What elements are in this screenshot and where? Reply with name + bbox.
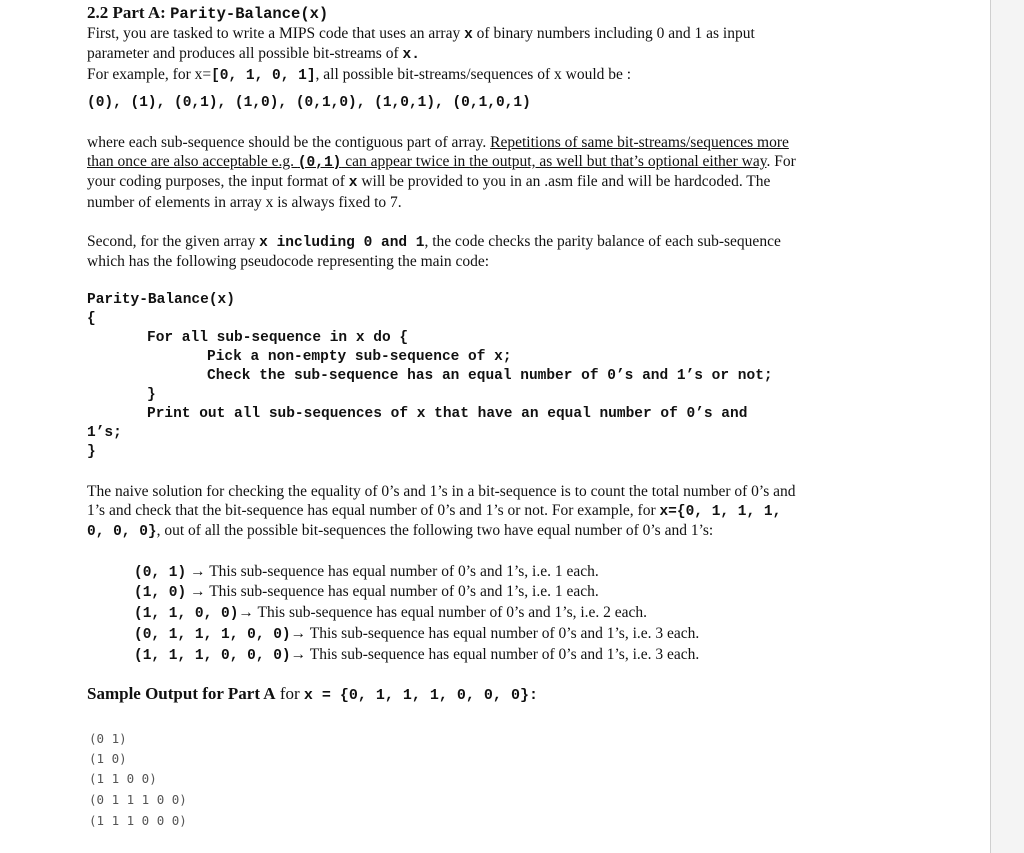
para2-line-4: number of elements in array x is always fixed to 7.: [87, 194, 402, 211]
para3-line-1: Second, for the given array x including 0 and 1, the code checks the parity balance of each sub-sequence: [87, 233, 781, 251]
sample-output-line: (0 1 1 1 0 0): [89, 792, 187, 807]
para2-line-2: than once are also acceptable e.g. (0,1) can appear twice in the output, as well but that’s optional either way. For: [87, 153, 796, 171]
intro-line-2: parameter and produces all possible bit-streams of x.: [87, 45, 420, 63]
pseudocode-title: Parity-Balance(x): [87, 292, 235, 308]
pseudocode-print: Print out all sub-sequences of x that have an equal number of 0’s and: [147, 406, 748, 422]
example-item: (1, 1, 0, 0)→ This sub-sequence has equal number of 0’s and 1’s, i.e. 2 each.: [134, 604, 648, 622]
sample-output-line: (0 1): [89, 731, 127, 746]
pseudocode-close-brace: }: [87, 444, 96, 460]
example-item: (0, 1, 1, 1, 0, 0)→ This sub-sequence has equal number of 0’s and 1’s, i.e. 3 each.: [134, 625, 700, 643]
para3-line-2: which has the following pseudocode representing the main code:: [87, 253, 490, 270]
pseudocode-for: For all sub-sequence in x do {: [147, 330, 409, 346]
sample-output-line: (1 1 1 0 0 0): [89, 813, 187, 828]
para4-line-2: 1’s and check that the bit-sequence has equal number of 0’s and 1’s or not. For example, for x={0, 1, 1, 1,: [87, 502, 782, 520]
example-item: (0, 1) → This sub-sequence has equal number of 0’s and 1’s, i.e. 1 each.: [134, 563, 599, 581]
example-item: (1, 0) → This sub-sequence has equal number of 0’s and 1’s, i.e. 1 each.: [134, 583, 599, 601]
para4-line-1: The naive solution for checking the equality of 0’s and 1’s in a bit-sequence is to count the total number of 0’s and: [87, 483, 796, 500]
pseudocode-check: Check the sub-sequence has an equal number of 0’s and 1’s or not;: [207, 368, 773, 384]
sample-output-line: (1 0): [89, 751, 127, 766]
pseudocode-print-cont: 1’s;: [87, 425, 122, 441]
pseudocode-close-inner: }: [147, 387, 156, 403]
pseudocode-pick: Pick a non-empty sub-sequence of x;: [207, 349, 512, 365]
example-item: (1, 1, 1, 0, 0, 0)→ This sub-sequence has equal number of 0’s and 1’s, i.e. 3 each.: [134, 646, 700, 664]
intro-line-3: For example, for x=[0, 1, 0, 1], all possible bit-streams/sequences of x would be :: [87, 66, 632, 84]
section-heading: 2.2 Part A: Parity-Balance(x): [87, 3, 329, 23]
all-sequences: (0), (1), (0,1), (1,0), (0,1,0), (1,0,1), (0,1,0,1): [87, 95, 531, 111]
para2-line-3: your coding purposes, the input format of x will be provided to you in an .asm file and will be hardcoded. The: [87, 173, 771, 191]
para2-line-1: where each sub-sequence should be the contiguous part of array. Repetitions of same bit-streams/sequences more: [87, 134, 789, 151]
scroll-gutter[interactable]: [991, 0, 1024, 853]
sample-output-heading: Sample Output for Part A for x = {0, 1, 1, 1, 0, 0, 0}:: [87, 684, 538, 704]
pseudocode-open-brace: {: [87, 311, 96, 327]
para4-line-3: 0, 0, 0}, out of all the possible bit-sequences the following two have equal number of 0’s and 1’s:: [87, 522, 714, 540]
intro-line-1: First, you are tasked to write a MIPS code that uses an array x of binary numbers including 0 and 1 as input: [87, 25, 755, 43]
sample-output-line: (1 1 0 0): [89, 771, 157, 786]
